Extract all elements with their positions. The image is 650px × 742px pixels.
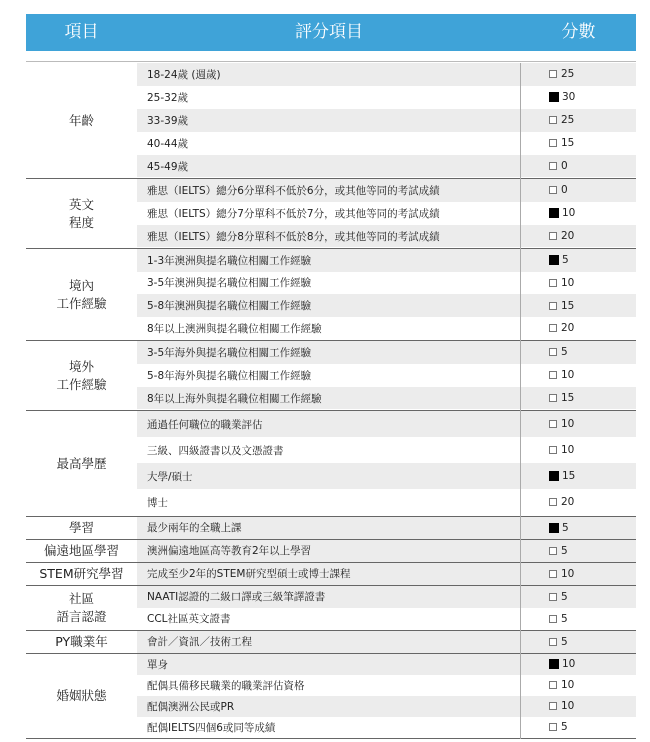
criteria-row: [137, 272, 636, 295]
criteria-row: [137, 437, 636, 463]
criteria-text: 澳洲偏遠地區高等教育2年以上學習: [147, 545, 312, 558]
unchecked-box-icon: [549, 615, 557, 623]
unchecked-box-icon: [549, 186, 557, 194]
criteria-text: 配偶具備移民職業的職業評估資格: [147, 679, 305, 692]
score-cell: [549, 717, 568, 738]
category-label: 年齡: [68, 112, 94, 128]
score-cell: [549, 517, 569, 539]
criteria-text: 45-49歲: [147, 160, 189, 173]
score-cell: [549, 489, 574, 515]
score-cell: [549, 540, 568, 562]
score-cell: [549, 387, 574, 410]
criteria-row: [137, 608, 636, 630]
score-value: 5: [561, 612, 568, 625]
score-cell: [549, 155, 568, 178]
category-label: 英文 程度: [68, 196, 94, 230]
category-label: 境內 工作經驗: [56, 277, 107, 311]
header-item: 項目: [64, 22, 99, 42]
score-value: 0: [561, 160, 568, 173]
criteria-text: 3-5年海外與提名職位相關工作經驗: [147, 346, 312, 359]
unchecked-box-icon: [549, 324, 557, 332]
checked-box-icon: [549, 255, 559, 265]
score-cell: [549, 631, 568, 653]
category-label: 社區 語言認證: [56, 591, 107, 624]
score-value: 10: [562, 658, 576, 671]
criteria-text: 配偶澳洲公民或PR: [147, 700, 235, 713]
score-value: 30: [562, 91, 576, 104]
category-group: [26, 631, 636, 654]
score-cell: [549, 202, 575, 225]
unchecked-box-icon: [549, 279, 557, 287]
score-cell: [549, 249, 569, 272]
category-group: [26, 341, 636, 411]
score-value: 5: [562, 521, 569, 534]
criteria-row: [137, 696, 636, 717]
criteria-row: [137, 654, 636, 675]
score-cell: [549, 109, 574, 132]
checked-box-icon: [549, 659, 559, 669]
criteria-text: 8年以上澳洲與提名職位相關工作經驗: [147, 322, 322, 335]
score-cell: [549, 463, 575, 489]
unchecked-box-icon: [549, 302, 557, 310]
score-cell: [549, 341, 568, 364]
unchecked-box-icon: [549, 348, 557, 356]
criteria-text: 通過任何職位的職業評估: [147, 418, 263, 431]
score-value: 20: [561, 322, 575, 335]
criteria-text: 配偶IELTS四個6或同等成績: [147, 721, 276, 734]
category-label: PY職業年: [55, 634, 108, 649]
score-value: 15: [562, 470, 576, 483]
score-value: 15: [561, 137, 575, 150]
score-cell: [549, 225, 574, 248]
unchecked-box-icon: [549, 70, 557, 78]
criteria-row: [137, 717, 636, 738]
criteria-text: 三級、四級證書以及文憑證書: [147, 444, 284, 457]
score-cell: [549, 294, 574, 317]
score-value: 10: [561, 444, 575, 457]
score-cell: [549, 132, 574, 155]
criteria-row: [137, 63, 636, 86]
criteria-row: [137, 411, 636, 437]
unchecked-box-icon: [549, 139, 557, 147]
criteria-text: 會計／資訊／技術工程: [147, 636, 252, 649]
criteria-text: 博士: [147, 496, 168, 509]
criteria-row: [137, 155, 636, 178]
unchecked-box-icon: [549, 371, 557, 379]
table-top-divider: [26, 61, 636, 62]
category-label: 最高學歷: [56, 455, 107, 471]
score-cell: [549, 586, 568, 608]
criteria-text: 最少兩年的全職上課: [147, 522, 242, 535]
category-label: STEM研究學習: [39, 566, 124, 581]
category-group: [26, 563, 636, 586]
criteria-row: [137, 364, 636, 387]
criteria-text: 雅思（IELTS）總分7分單科不低於7分，或其他等同的考試成績: [147, 207, 440, 220]
criteria-row: [137, 631, 636, 653]
criteria-row: [137, 517, 636, 539]
criteria-text: 1-3年澳洲與提名職位相關工作經驗: [147, 254, 312, 267]
criteria-row: [137, 563, 636, 585]
criteria-text: 18-24歲 (週歲): [147, 68, 221, 81]
unchecked-box-icon: [549, 394, 557, 402]
category-label: 學習: [68, 520, 94, 535]
header-criteria: 評分項目: [295, 22, 363, 42]
score-cell: [549, 86, 575, 109]
criteria-text: 完成至少2年的STEM研究型碩士或博士課程: [147, 568, 351, 581]
score-value: 15: [561, 392, 575, 405]
unchecked-box-icon: [549, 593, 557, 601]
category-group: [26, 63, 636, 179]
criteria-text: 單身: [147, 658, 168, 671]
criteria-row: [137, 132, 636, 155]
unchecked-box-icon: [549, 498, 557, 506]
criteria-row: [137, 675, 636, 696]
criteria-text: 8年以上海外與提名職位相關工作經驗: [147, 392, 322, 405]
score-cell: [549, 317, 574, 340]
category-group: [26, 411, 636, 517]
criteria-text: 33-39歲: [147, 114, 189, 127]
criteria-text: 5-8年澳洲與提名職位相關工作經驗: [147, 300, 312, 313]
criteria-row: [137, 317, 636, 340]
criteria-text: 40-44歲: [147, 137, 189, 150]
score-value: 5: [561, 590, 568, 603]
category-group: [26, 540, 636, 563]
category-label: 偏遠地區學習: [43, 543, 119, 558]
unchecked-box-icon: [549, 681, 557, 689]
score-value: 20: [561, 230, 575, 243]
score-value: 5: [562, 254, 569, 267]
checked-box-icon: [549, 208, 559, 218]
criteria-row: [137, 463, 636, 489]
unchecked-box-icon: [549, 638, 557, 646]
criteria-text: 雅思（IELTS）總分6分單科不低於6分，或其他等同的考試成績: [147, 184, 440, 197]
unchecked-box-icon: [549, 702, 557, 710]
checked-box-icon: [549, 523, 559, 533]
unchecked-box-icon: [549, 446, 557, 454]
criteria-row: [137, 109, 636, 132]
score-cell: [549, 563, 574, 585]
score-value: 25: [561, 68, 575, 81]
category-label: 境外 工作經驗: [56, 358, 107, 392]
unchecked-box-icon: [549, 232, 557, 240]
unchecked-box-icon: [549, 116, 557, 124]
score-column-divider: [520, 63, 521, 739]
score-cell: [549, 179, 568, 202]
header-score: 分數: [561, 22, 596, 42]
unchecked-box-icon: [549, 570, 557, 578]
category-group: [26, 179, 636, 249]
category-label: 婚姻狀態: [56, 688, 107, 703]
score-value: 5: [561, 544, 568, 557]
score-cell: [549, 696, 574, 717]
score-cell: [549, 437, 574, 463]
criteria-text: 雅思（IELTS）總分8分單科不低於8分，或其他等同的考試成績: [147, 230, 440, 243]
score-cell: [549, 272, 574, 295]
score-cell: [549, 608, 568, 630]
criteria-row: [137, 179, 636, 202]
criteria-row: [137, 249, 636, 272]
score-value: 15: [561, 299, 575, 312]
score-value: 0: [561, 184, 568, 197]
score-cell: [549, 675, 574, 696]
criteria-row: [137, 586, 636, 608]
category-group: [26, 517, 636, 540]
criteria-row: [137, 489, 636, 515]
score-value: 10: [561, 276, 575, 289]
score-value: 10: [562, 207, 576, 220]
score-value: 25: [561, 114, 575, 127]
score-value: 10: [561, 369, 575, 382]
criteria-text: NAATI認證的二級口譯或三級筆譯證書: [147, 591, 326, 604]
criteria-row: [137, 225, 636, 248]
criteria-text: 3-5年澳洲與提名職位相關工作經驗: [147, 277, 312, 290]
table-header: [26, 14, 636, 51]
criteria-text: CCL社區英文證書: [147, 613, 231, 626]
score-value: 10: [561, 679, 575, 692]
criteria-row: [137, 294, 636, 317]
category-group: [26, 249, 636, 341]
points-table: [26, 63, 636, 739]
score-value: 5: [561, 721, 568, 734]
unchecked-box-icon: [549, 547, 557, 555]
criteria-row: [137, 387, 636, 410]
criteria-row: [137, 540, 636, 562]
category-group: [26, 654, 636, 739]
score-value: 5: [561, 346, 568, 359]
score-value: 20: [561, 496, 575, 509]
score-cell: [549, 411, 574, 437]
unchecked-box-icon: [549, 162, 557, 170]
score-cell: [549, 654, 575, 675]
score-cell: [549, 364, 574, 387]
criteria-text: 5-8年海外與提名職位相關工作經驗: [147, 369, 312, 382]
score-value: 5: [561, 635, 568, 648]
checked-box-icon: [549, 92, 559, 102]
score-cell: [549, 63, 574, 86]
score-value: 10: [561, 567, 575, 580]
score-value: 10: [561, 418, 575, 431]
checked-box-icon: [549, 471, 559, 481]
unchecked-box-icon: [549, 420, 557, 428]
criteria-row: [137, 341, 636, 364]
criteria-text: 25-32歲: [147, 91, 189, 104]
score-value: 10: [561, 700, 575, 713]
category-group: [26, 586, 636, 631]
criteria-text: 大學/碩士: [147, 470, 193, 483]
criteria-row: [137, 86, 636, 109]
criteria-row: [137, 202, 636, 225]
unchecked-box-icon: [549, 723, 557, 731]
